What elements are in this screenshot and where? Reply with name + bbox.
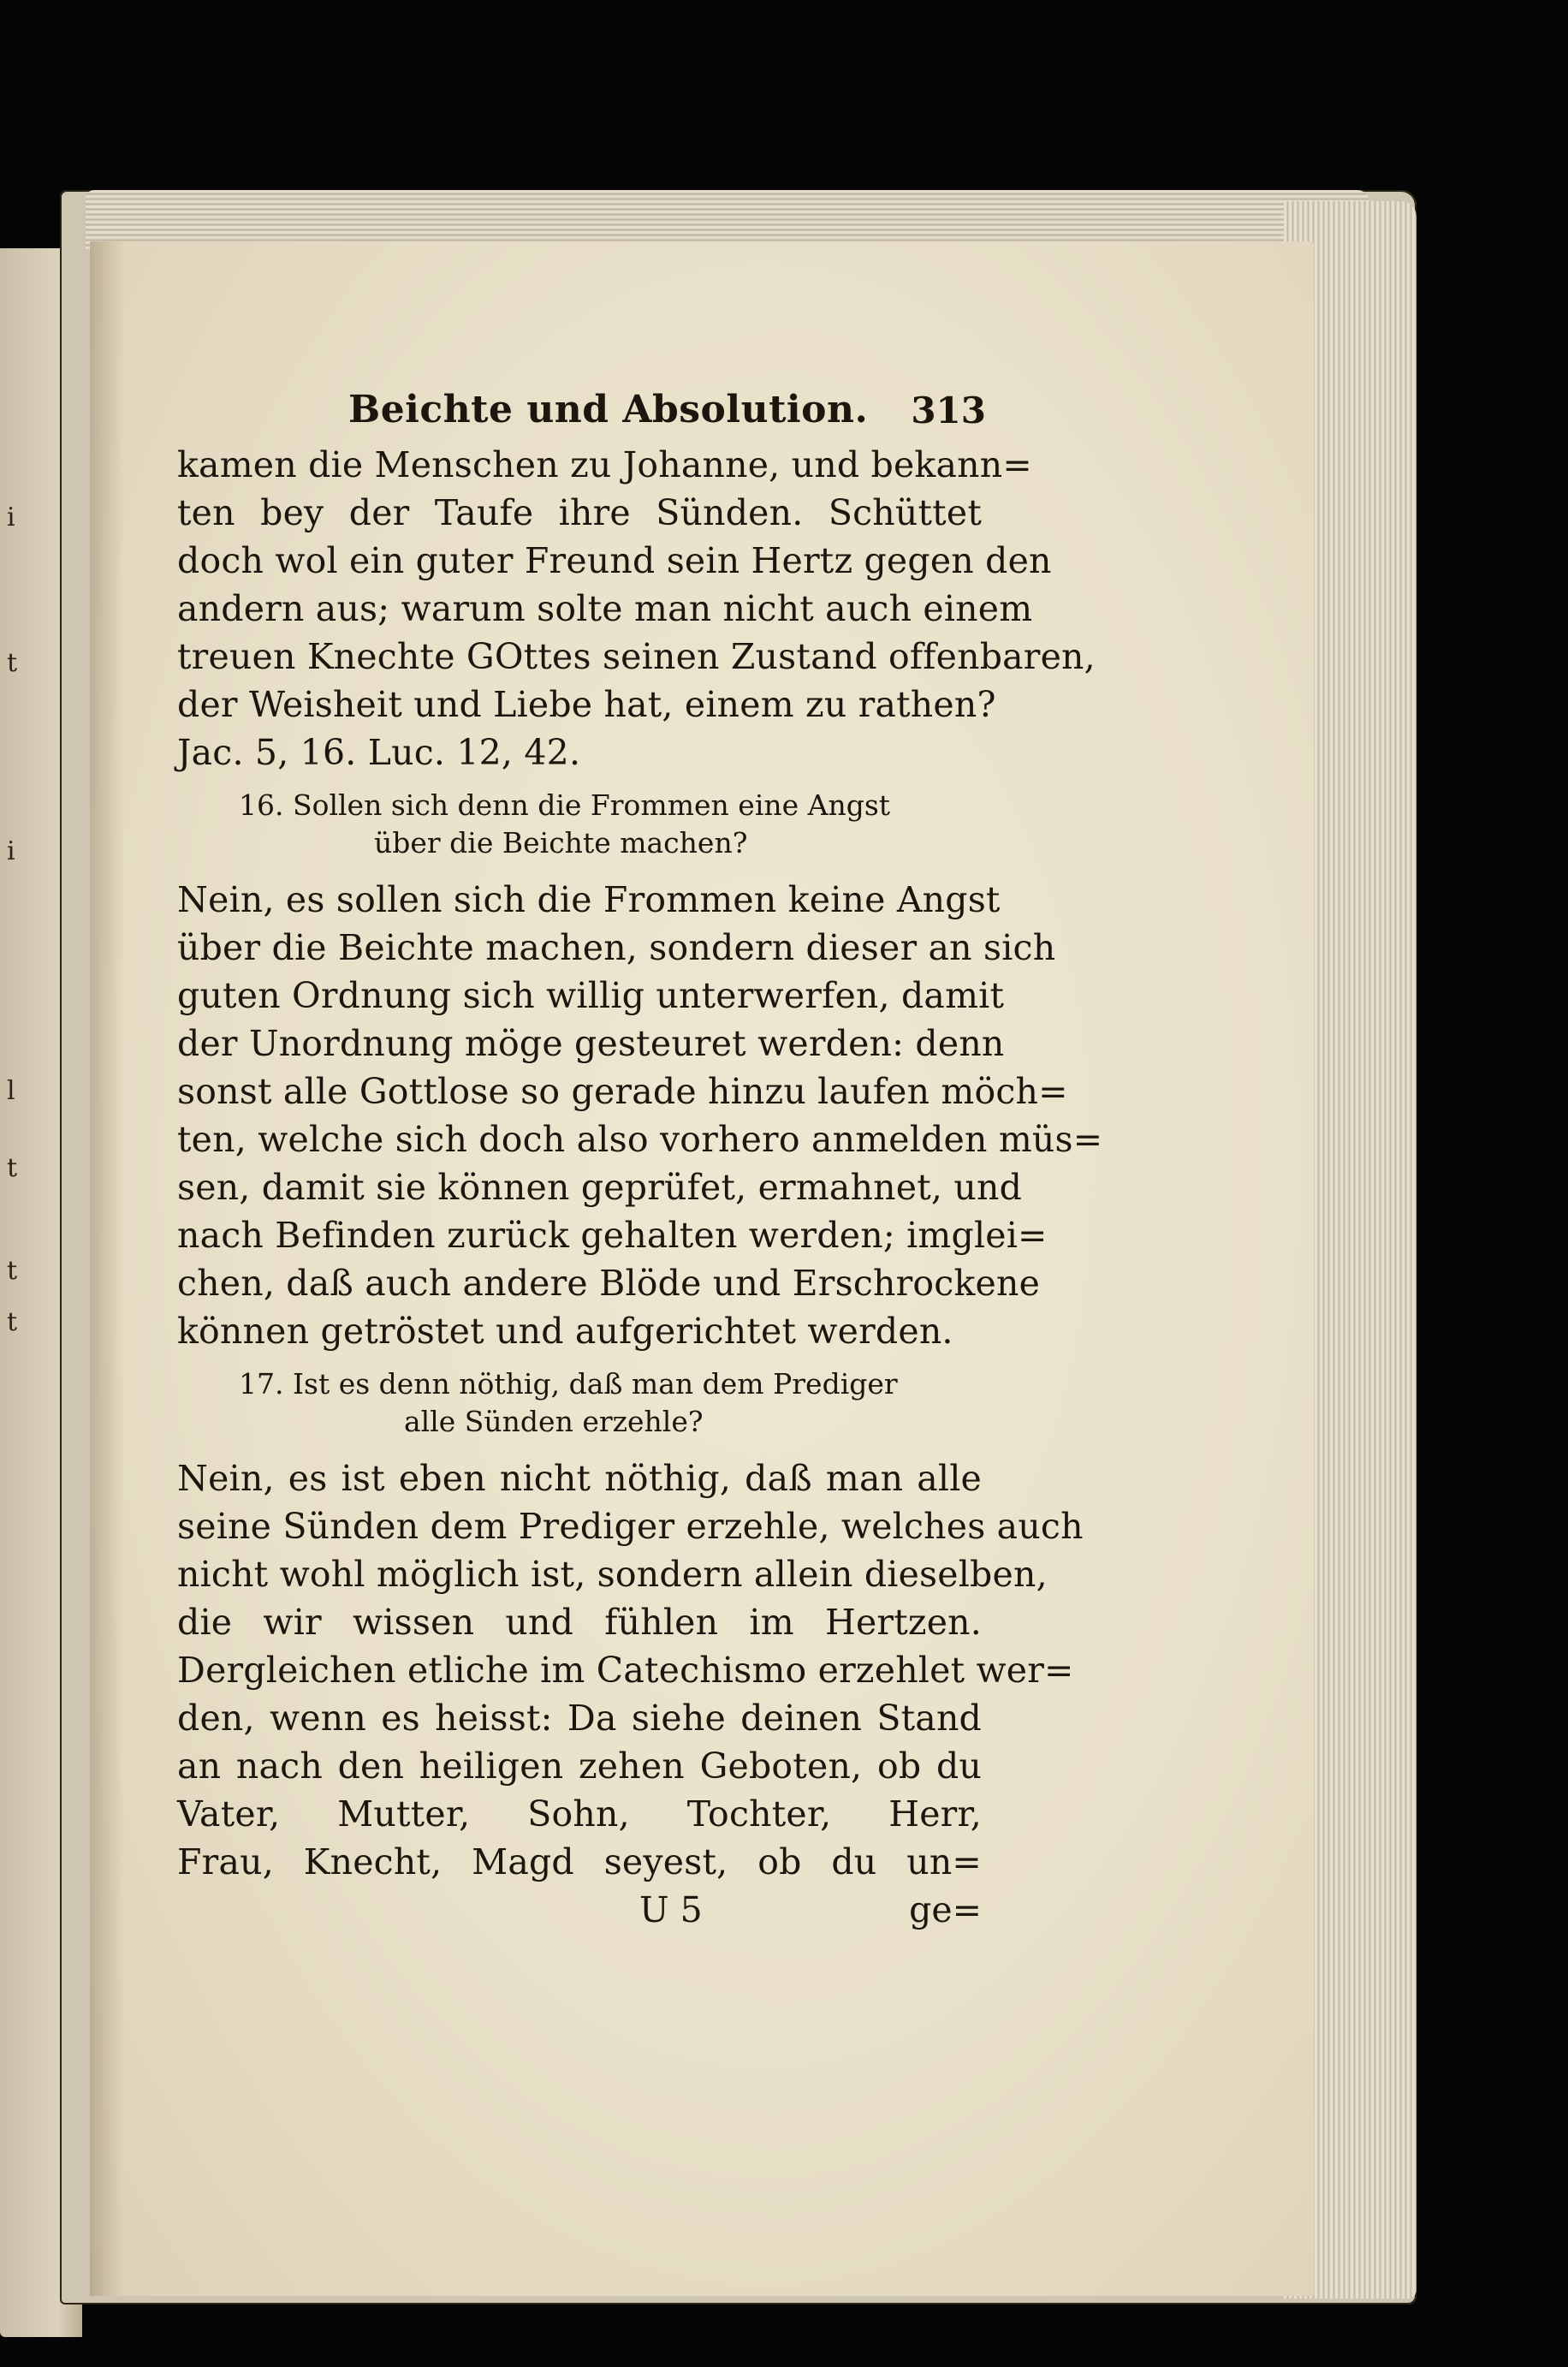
margin-mark: i [7, 836, 15, 866]
text-line: an nach den heiligen zehen Geboten, ob du [177, 1746, 982, 1787]
text-line: den, wenn es heisst: Da siehe deinen Stand [177, 1698, 982, 1739]
question-16-heading-cont: über die Beichte machen? [374, 826, 748, 859]
text-line: Nein, es sollen sich die Frommen keine Angst [177, 879, 1001, 920]
text-line: andern aus; warum solte man nicht auch einem [177, 588, 1033, 629]
margin-mark: t [7, 1256, 18, 1286]
text-line: treuen Knechte GOttes seinen Zustand offenbaren, [177, 636, 1096, 677]
text-line: seine Sünden dem Prediger erzehle, welches auch [177, 1506, 1084, 1547]
text-line: sonst alle Gottlose so gerade hinzu laufen möch= [177, 1071, 1068, 1112]
page-gutter-shadow [90, 241, 124, 2296]
margin-mark: l [7, 1076, 15, 1106]
page-number: 313 [911, 390, 986, 431]
margin-mark: t [7, 1153, 18, 1183]
text-line: sen, damit sie können geprüfet, ermahnet, und [177, 1167, 1023, 1208]
text-line: doch wol ein guter Freund sein Hertz gegen den [177, 540, 1052, 581]
text-line: Nein, es ist eben nicht nöthig, daß man alle [177, 1458, 982, 1499]
question-17-heading: 17. Ist es denn nöthig, daß man dem Prediger [239, 1367, 898, 1401]
margin-mark: t [7, 648, 18, 678]
paragraph-continuation [177, 441, 1096, 776]
page-text-block [177, 381, 1103, 1934]
page-footer [177, 1886, 982, 1934]
text-line: guten Ordnung sich willig unterwerfen, damit [177, 975, 1005, 1016]
text-line: kamen die Menschen zu Johanne, und bekann= [177, 444, 1032, 485]
text-line: Jac. 5, 16. Luc. 12, 42. [177, 732, 581, 773]
answer-16 [177, 876, 1103, 1355]
margin-mark: t [7, 1307, 18, 1337]
question-16-heading: 16. Sollen sich denn die Frommen eine Angst [239, 788, 891, 822]
text-line: über die Beichte machen, sondern dieser an sich [177, 927, 1056, 968]
text-line: nach Befinden zurück gehalten werden; imglei= [177, 1215, 1048, 1256]
text-line: chen, daß auch andere Blöde und Erschrockene [177, 1263, 1041, 1304]
question-17-heading-cont: alle Sünden erzehle? [404, 1405, 704, 1438]
text-line: der Weisheit und Liebe hat, einem zu rathen? [177, 684, 996, 725]
text-line: Frau, Knecht, Magd seyest, ob du un= [177, 1841, 982, 1882]
signature-mark: U 5 [639, 1889, 703, 1930]
running-title: Beichte und Absolution. [348, 388, 869, 431]
text-line: die wir wissen und fühlen im Hertzen. [177, 1602, 982, 1643]
running-head [177, 381, 986, 441]
text-line: nicht wohl möglich ist, sondern allein dieselben, [177, 1554, 1048, 1595]
text-line: ten bey der Taufe ihre Sünden. Schüttet [177, 492, 982, 533]
margin-mark: i [7, 503, 15, 532]
text-line: Vater, Mutter, Sohn, Tochter, Herr, [177, 1793, 982, 1835]
text-line: können getröstet und aufgerichtet werden. [177, 1311, 953, 1352]
answer-17 [177, 1454, 1084, 1886]
text-line: ten, welche sich doch also vorhero anmelden müs= [177, 1119, 1103, 1160]
text-line: der Unordnung möge gesteuret werden: denn [177, 1023, 1005, 1064]
catchword: ge= [909, 1889, 982, 1930]
text-line: Dergleichen etliche im Catechismo erzehlet wer= [177, 1650, 1074, 1691]
